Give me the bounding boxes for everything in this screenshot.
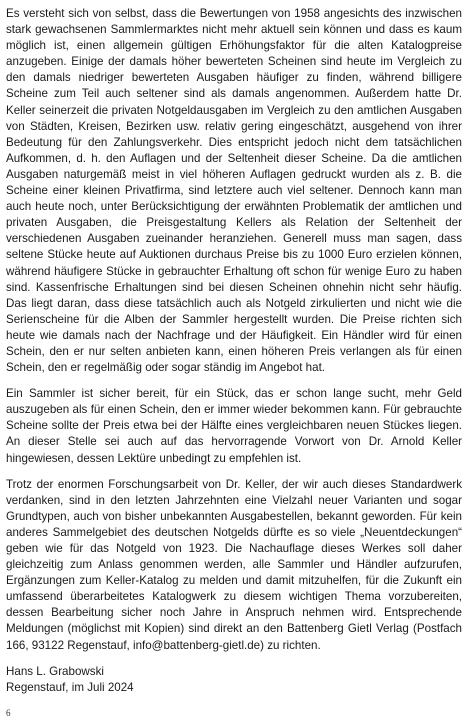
author-name: Hans L. Grabowski	[6, 664, 104, 678]
place-date: Regenstauf, im Juli 2024	[6, 680, 134, 694]
signature-block	[6, 664, 462, 696]
paragraph-collector-prices: Ein Sammler ist sicher bereit, für ein Stück, das er schon lange sucht, mehr Geld auszugeben als für einen Schein, den er immer wieder bekommen kann. Für gebrauchte Scheine sollte der Preis etwa bei der Hälfte eines vergleichbaren neuen Stückes liegen. An dieser Stelle sei auch auf das hervorragende Vorwort von Dr. Arnold Keller hingewiesen, dessen Lektüre unbedingt zu empfehlen ist.	[6, 387, 462, 465]
document-page	[6, 6, 462, 696]
paragraph-call-for-additions: Trotz der enormen Forschungsarbeit von Dr. Keller, der wir auch dieses Standardwerk verdanken, sind in den letzten Jahrzehnten eine Vielzahl neuer Varianten und sogar Grundtypen, auch von bisher unbekannten Ausgabestellen, bekannt geworden. Für kein anderes Sammelgebiet des deutschen Notgelds dürfte es so viele „Neuentdeckungen“ geben wie für das Notgeld von 1923. Die Nachauflage dieses Werkes soll daher gleichzeitig zum Anlass genommen werden, alle Sammler und Händler aufzurufen, Ergänzungen zum Keller-Katalog zu melden und damit mitzuhelfen, für die Zukunft ein umfassend überarbeitetes Katalogwerk zu diesem wichtigen Thema vorzubereiten, dessen Bearbeitung sicher noch Jahre in Anspruch nehmen wird. Entsprechende Meldungen (möglichst mit Kopien) sind direkt an den Battenberg Gietl Verlag (Postfach 166, 93122 Regenstauf, info@battenberg-gietl.de) zu richten.	[6, 477, 462, 652]
page-number: 6	[6, 708, 11, 718]
paragraph-valuation: Es versteht sich von selbst, dass die Bewertungen von 1958 angesichts des inzwischen stark gewachsenen Sammlermarktes nicht mehr aktuell sein können und dass es kaum möglich ist, einen allgemein gültigen Erhöhungsfaktor für die alten Katalogpreise anzugeben. Einige der damals höher bewerteten Scheinen sind heute im Vergleich zu den damals niedriger bewerteten Ausgaben häufiger zu finden, während billigere Scheine zum Teil auch seltener sind als damals angenommen. Außerdem hatte Dr. Keller seinerzeit die privaten Notgeldausgaben im Vergleich zu den amtlichen Ausgaben von Städten, Kreisen, Bezirken usw. relativ gering eingeschätzt, ausgehend von ihrer Bedeutung für den Zahlungsverkehr. Dies entspricht jedoch nicht dem tatsächlichen Aufkommen, d. h. den Auflagen und der Seltenheit dieser Scheine. Da die amtlichen Ausgaben naturgemäß meist in viel höheren Auflagen gedruckt wurden als z. B. die Scheine einer kleinen Privatfirma, sind letztere auch viel seltener. Dennoch kann man auch heute noch, unter Berücksichtigung der erwähnten Problematik der amtlichen und privaten Ausgaben, die Preisgestaltung Kellers als Relation der Seltenheit der verschiedenen Ausgaben zueinander heranziehen. Generell muss man sagen, dass seltene Stücke heute auf Auktionen durchaus Preise bis zu 1000 Euro erzielen können, während häufigere Stücke in gebrauchter Erhaltung oft schon für wenige Euro zu haben sind. Kassenfrische Erhaltungen sind bei diesen Scheinen ohnehin nicht sehr häufig. Das liegt daran, dass diese tatsächlich auch als Notgeld zirkulierten und nicht wie die Serienscheine für die Alben der Sammler hergestellt wurden. Die Preise richten sich heute wie damals nach der Nachfrage und der Häufigkeit. Ein Händler wird für einen Schein, den er nur selten anbieten kann, einen höheren Preis verlangen als für einen Schein, den er regelmäßig oder sogar ständig im Angebot hat.	[6, 7, 462, 375]
